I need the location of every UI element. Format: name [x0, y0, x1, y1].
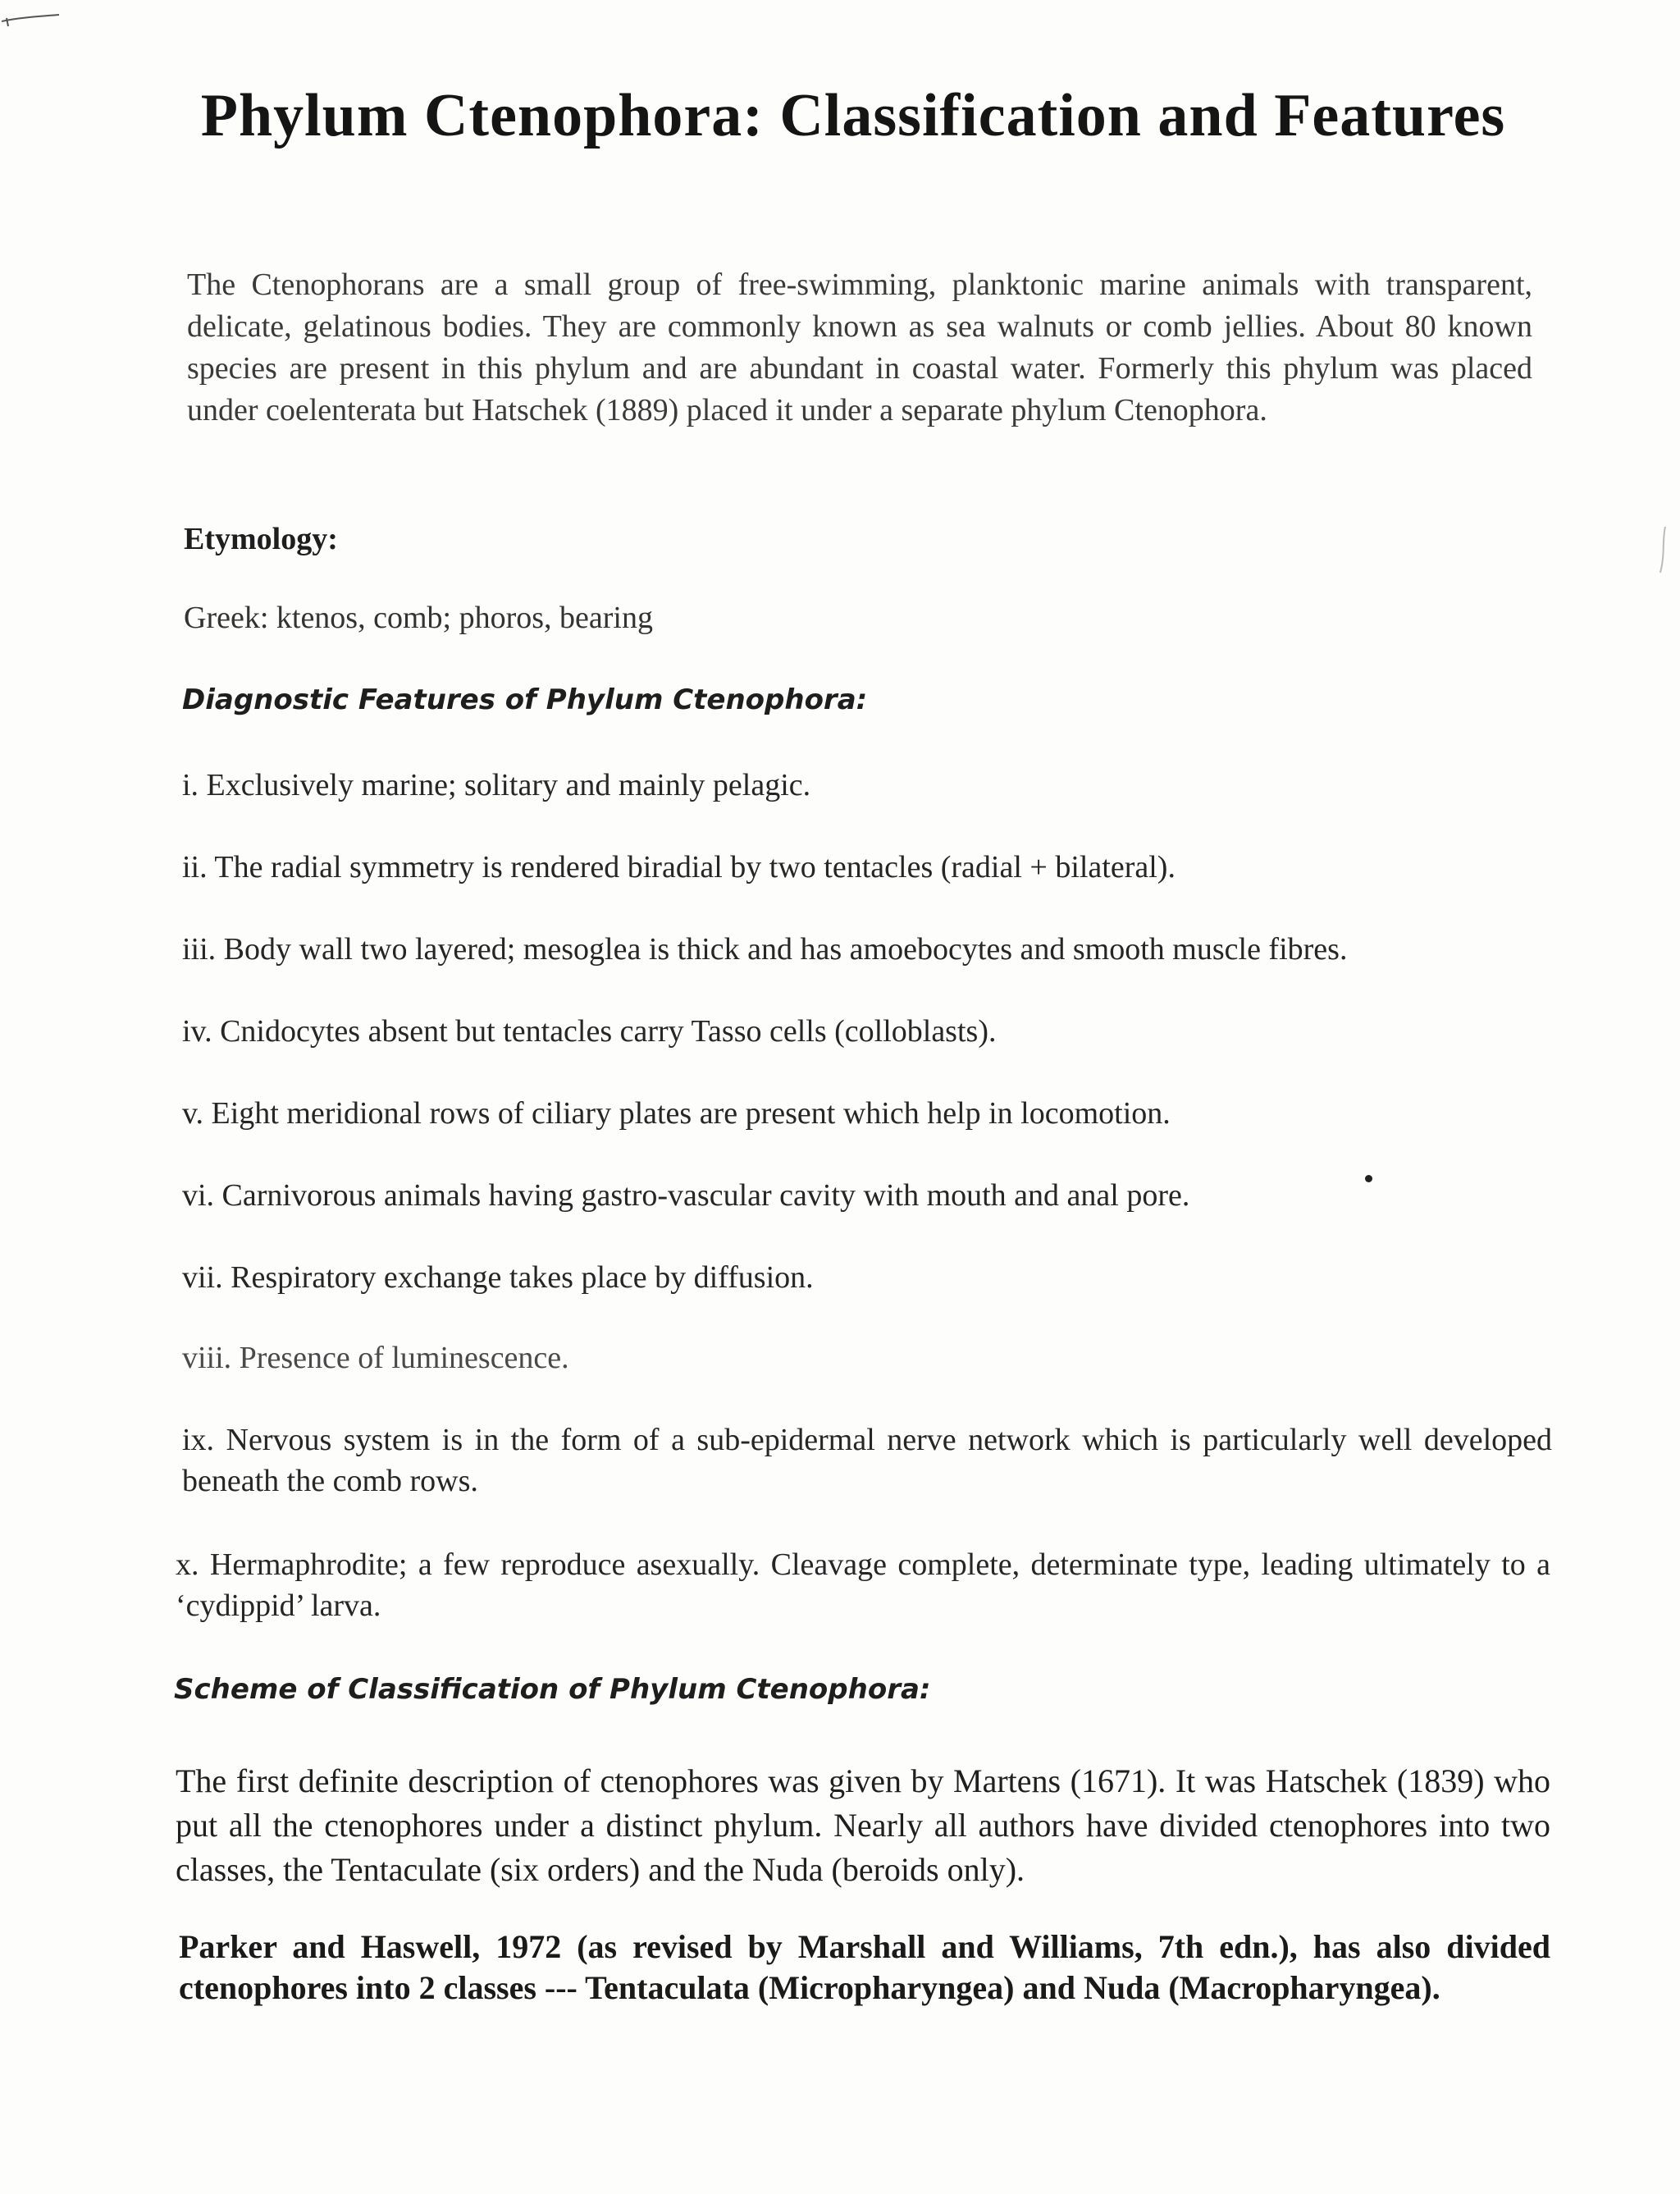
- pen-mark-icon: [0, 7, 62, 31]
- document-title: Phylum Ctenophora: Classification and Features: [200, 82, 1506, 149]
- feature-item-3: iii. Body wall two layered; mesoglea is thick and has amoebocytes and smooth muscle fibres.: [182, 932, 1348, 967]
- feature-item-6: vi. Carnivorous animals having gastro-vascular cavity with mouth and anal pore.: [182, 1178, 1190, 1213]
- feature-item-8: viii. Presence of luminescence.: [182, 1341, 569, 1375]
- feature-item-7: vii. Respiratory exchange takes place by diffusion.: [182, 1260, 814, 1295]
- scheme-heading: Scheme of Classification of Phylum Ctenophora:: [174, 1673, 931, 1706]
- diagnostic-heading: Diagnostic Features of Phylum Ctenophora:: [182, 683, 868, 716]
- parker-haswell-paragraph: Parker and Haswell, 1972 (as revised by Marshall and Williams, 7th edn.), has also divided ctenophores into 2 classes --- Tentaculata (Micropharyngea) and Nuda (Macropharyngea).: [179, 1928, 1550, 2006]
- feature-item-9: ix. Nervous system is in the form of a sub-epidermal nerve network which is particularly well developed beneath the comb rows.: [182, 1423, 1552, 1498]
- ink-dot: [1365, 1175, 1372, 1182]
- margin-mark-icon: [1657, 525, 1669, 574]
- feature-item-1: i. Exclusively marine; solitary and mainly pelagic.: [182, 768, 811, 802]
- etymology-heading: Etymology:: [184, 522, 338, 556]
- feature-item-5: v. Eight meridional rows of ciliary plates are present which help in locomotion.: [182, 1096, 1171, 1131]
- feature-item-10: x. Hermaphrodite; a few reproduce asexually. Cleavage complete, determinate type, leading ultimately to a ‘cydippid’ larva.: [176, 1547, 1550, 1623]
- intro-paragraph: The Ctenophorans are a small group of free-swimming, planktonic marine animals with transparent, delicate, gelatinous bodies. They are commonly known as sea walnuts or comb jellies. About 80 known species are present in this phylum and are abundant in coastal water. Formerly this phylum was placed under coelenterata but Hatschek (1889) placed it under a separate phylum Ctenophora.: [187, 267, 1532, 427]
- feature-item-4: iv. Cnidocytes absent but tentacles carry Tasso cells (colloblasts).: [182, 1014, 997, 1049]
- etymology-text: Greek: ktenos, comb; phoros, bearing: [184, 601, 653, 635]
- feature-item-2: ii. The radial symmetry is rendered biradial by two tentacles (radial + bilateral).: [182, 850, 1176, 884]
- scheme-paragraph: The first definite description of ctenophores was given by Martens (1671). It was Hatschek (1839) who put all the ctenophores under a distinct phylum. Nearly all authors have divided ctenophores into two classes, the Tentaculate (six orders) and the Nuda (beroids only).: [176, 1762, 1550, 1888]
